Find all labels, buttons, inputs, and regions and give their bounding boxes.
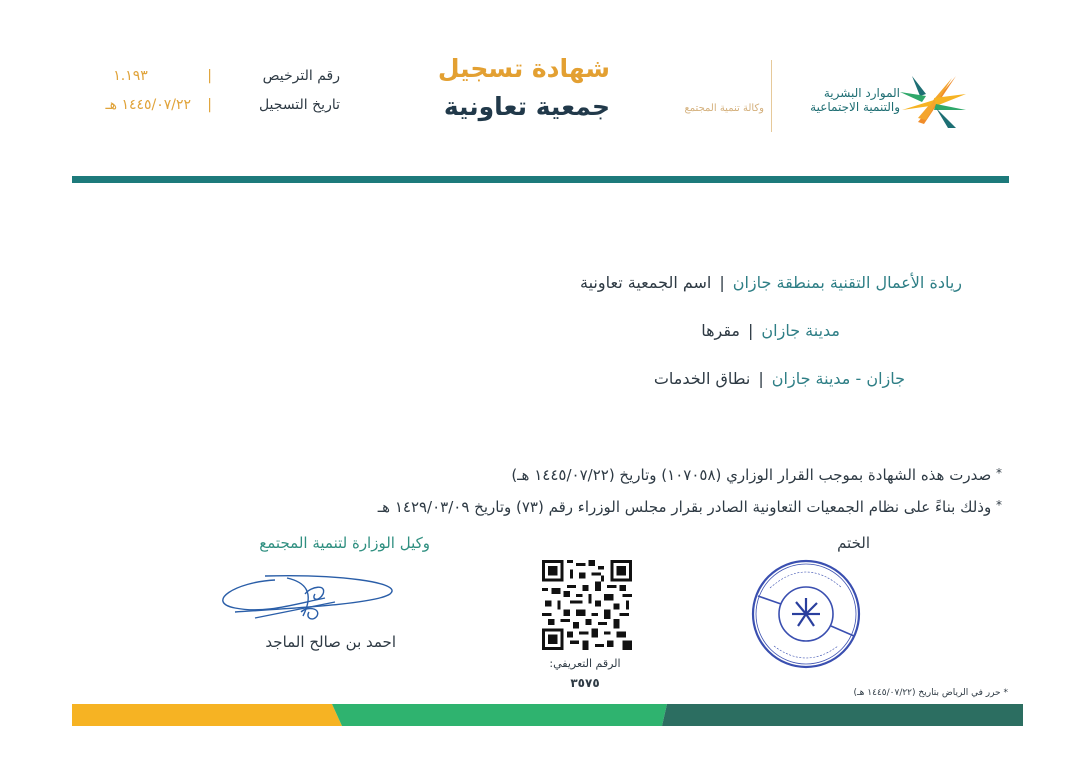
- field-separator: |: [719, 273, 725, 292]
- asterisk: *: [996, 466, 1002, 480]
- field-service-scope: [654, 369, 905, 388]
- field-separator: |: [748, 321, 754, 340]
- note-law: [142, 498, 1002, 516]
- field-separator: |: [758, 369, 764, 388]
- registration-date-value: ١٤٤٥/٠٧/٢٢ هـ: [105, 97, 192, 113]
- header-divider-bar: [72, 176, 1009, 183]
- field-headquarters: [701, 321, 840, 340]
- issued-note: [800, 688, 1008, 698]
- note-text: وذلك بناءً على نظام الجمعيات التعاونية الصادر بقرار مجلس الوزراء رقم (٧٣) وتاريخ ١٤٢٩/٠٣/٠٩ هـ: [377, 498, 992, 516]
- field-label: مقرها: [701, 321, 740, 340]
- field-value: جازان - مدينة جازان: [771, 369, 905, 388]
- qr-code: [542, 560, 632, 650]
- field-value: مدينة جازان: [761, 321, 840, 340]
- signatory-title: وكيل الوزارة لتنمية المجتمع: [259, 534, 430, 552]
- ministry-name: [780, 86, 900, 114]
- asterisk: *: [996, 498, 1002, 512]
- license-value: ١.١٩٣: [113, 68, 148, 84]
- qr-id-value: ٣٥٧٥: [570, 676, 600, 690]
- qr-id-label: الرقم التعريفي:: [549, 657, 621, 670]
- field-label: اسم الجمعية تعاونية: [580, 273, 712, 292]
- certificate-title: شهادة تسجيل: [437, 54, 610, 83]
- ministry-name-line2: والتنمية الاجتماعية: [810, 100, 900, 114]
- signature-icon: [215, 572, 400, 624]
- official-stamp-icon: [750, 558, 862, 670]
- ministry-logo-icon: [896, 70, 968, 130]
- stamp-label: الختم: [837, 534, 870, 552]
- field-value: ريادة الأعمال التقنية بمنطقة جازان: [732, 273, 962, 292]
- signatory-name: احمد بن صالح الماجد: [265, 633, 396, 651]
- note-decree: [202, 466, 1002, 484]
- agency-name: وكالة تنمية المجتمع: [684, 103, 764, 114]
- registration-date-row: [70, 97, 340, 113]
- issued-text: حرر في الرياض بتاريخ (١٤٤٥/٠٧/٢٢ هـ): [853, 688, 1001, 698]
- note-text: صدرت هذه الشهادة بموجب القرار الوزاري (١٠٧٠٥٨) وتاريخ (١٤٤٥/٠٧/٢٢ هـ): [511, 466, 992, 484]
- header-divider: [771, 60, 772, 132]
- license-row: [70, 68, 340, 84]
- registration-date-separator: |: [207, 97, 213, 113]
- registration-date-label: تاريخ التسجيل: [258, 97, 340, 113]
- certificate-subtitle: جمعية تعاونية: [443, 92, 610, 121]
- footer-color-bar: [72, 704, 1023, 726]
- license-separator: |: [207, 68, 213, 84]
- field-association-name: [580, 273, 962, 292]
- license-label: رقم الترخيص: [262, 68, 340, 84]
- asterisk: *: [1003, 688, 1008, 698]
- field-label: نطاق الخدمات: [653, 369, 751, 388]
- ministry-name-line1: الموارد البشرية: [823, 86, 900, 100]
